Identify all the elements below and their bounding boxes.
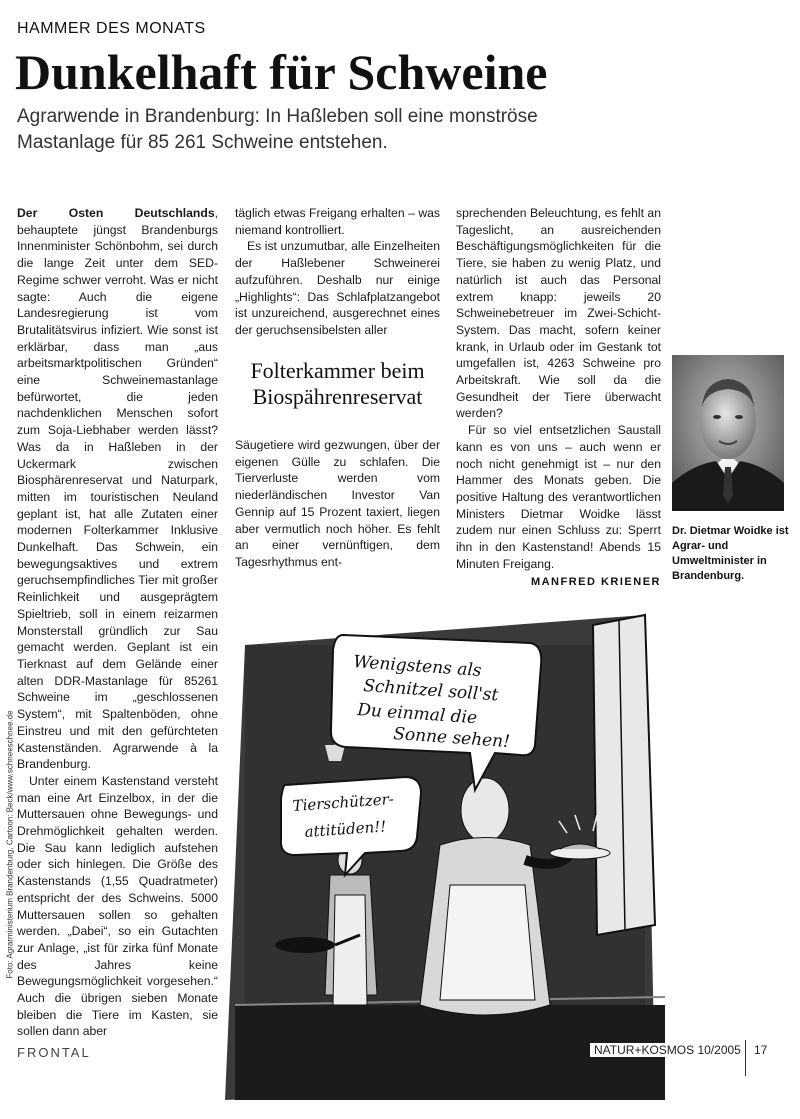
headline: Dunkelhaft für Schweine — [15, 44, 548, 100]
footer-divider — [745, 1040, 746, 1076]
paragraph-text: , behauptete jüngst Brandenburgs Innenminister Schönbohm, sei durch die lange Zeit unter dem SED-Regime schwer verroht. Was er nicht sagte: Auch die eigene Landesregierung ist vom Brutalitätsvirus infiziert. Wie sonst ist erklärbar, dass man „aus arbeitsmarktpolitischen Gründen“ eine Schweinemastanlage befürwortet, die jeden nachdenklichen Menschen sofort zum Soja-Liebhaber werden lässt? Was da in Haßleben in der Uckermark zwischen Biosphärenreservat und Naturpark, mitten im touristischen Neuland geplant ist, hat alle Zutaten einer modernen Folterkammer Inklusive Dunkelhaft. Das Schwein, ein bewegungsaktives und extrem geruchsempfindliches Tier mit großer Reinlichkeit und ausgeprägtem Spieltrieb, soll in einem reizarmen Monsterstall gründlich zur Sau gemacht werden. Geplant ist ein Tierknast auf dem Gelände einer alten DDR-Mastanlage für 85261 Schweine im „geschlossenen System“, mit Spaltenböden, ohne Einstreu und mit den gefürchteten Kastenständen. Agrarwende à la Brandenburg. — [17, 206, 218, 772]
page-number: 17 — [754, 1043, 768, 1057]
paragraph: Für so viel entsetzlichen Saustall kann es von uns – auch wenn er noch nicht genehmigt ist – nur den Hammer des Monats geben. Die positive Haltung des verantwortlichen Ministers Dietmar Woidke lässt zudem nur einen Schluss zu: Sperrt ihn in den Kastenstand! Abends 15 Minuten Freigang. — [456, 423, 661, 571]
paragraph: Es ist unzumutbar, alle Einzelheiten der Haßlebener Schweinerei aufzuführen. Deshalb nur einige „Highlights“: Das Schlafplatzangebot ist unzureichend, ausgerechnet eines der geruchsensibelsten aller — [235, 239, 440, 337]
bubble-2-line-2: attitüden!! — [304, 817, 387, 841]
paragraph: sprechenden Beleuchtung, es fehlt an Tageslicht, an ausreichenden Beschäftigungsmöglichkeiten für die Tiere, sie haben zu wenig Platz, und natürlich ist auch das Personal extrem knapp: jeweils 20 Schweinebetreuer im Zwei-Schicht-System. Das macht, sofern keiner krank, in Urlaub oder im Gestank tot umgefallen ist, 4263 Schweine pro Arbeitskraft. Wie soll da die Gesundheit der Tiere überwacht werden? — [456, 206, 661, 421]
subhead: Agrarwende in Brandenburg: In Haßleben soll eine monströse Mastanlage für 85 261 Schweine entstehen. — [17, 106, 538, 153]
bubble-1-line-4: Sonne sehen! — [392, 724, 511, 753]
paragraph: Unter einem Kastenstand versteht man eine Art Einzelbox, in der die Muttersauen ohne Bewegungs- und Drehmöglichkeit gehalten werden. Die Sau kann lediglich aufstehen oder sich hinlegen. Die Größe des Kastenstands (1,55 Quadratmeter) entspricht der des Schweins. 5000 Muttersauen sollen so gehalten werden. „Dabei“, so ein Gutachten zur Anlage, „ist für zirka fünf Monate des Jahres keine Bewegungsmöglichkeit vorgesehen.“ Auch die übrigen sieben Monate bleiben die Tiere im Kasten, sie sollen dann aber — [17, 773, 218, 1039]
bubble-2-line-1: Tierschützer- — [292, 789, 395, 815]
portrait-caption: Dr. Dietmar Woidke ist Agrar- und Umweltminister in Brandenburg. — [672, 525, 789, 582]
author-byline: MANFRED KRIENER — [530, 576, 661, 588]
paragraph — [17, 205, 218, 773]
paragraph: Säugetiere wird gezwungen, über der eigenen Gülle zu schlafen. Die Tierverluste werden vom niederländischen Investor Van Gennip auf 15 Prozent taxiert, liegen aber vermutlich noch höher. Es fehlt an einer vernünftigen, dem Tagesrhythmus ent- — [235, 438, 440, 569]
portrait-photo — [672, 355, 784, 511]
column-2-continuation — [235, 437, 440, 571]
lead-in: Der Osten Deutschlands — [17, 206, 215, 220]
pull-quote: Folterkammer beim Biospährenreservat — [250, 358, 425, 409]
article-column-3 — [456, 205, 661, 572]
cartoon-illustration — [225, 605, 665, 1100]
photo-credit: Foto: Agrarministerium Brandenburg, Cartoon: Beck/www.schneeschnee.de — [5, 710, 15, 979]
bubble-1-line-2: Schnitzel soll'st — [362, 676, 499, 706]
bubble-1-line-1: Wenigstens als — [352, 652, 483, 681]
bubble-1-line-3: Du einmal die — [356, 700, 478, 729]
paragraph: täglich etwas Freigang erhalten – was niemand kontrolliert. — [235, 206, 440, 237]
kicker: HAMMER DES MONATS — [17, 20, 206, 37]
magazine-issue: NATUR+KOSMOS 10/2005 — [590, 1043, 745, 1057]
article-column-1 — [17, 205, 218, 1040]
section-label: FRONTAL — [17, 1045, 91, 1060]
